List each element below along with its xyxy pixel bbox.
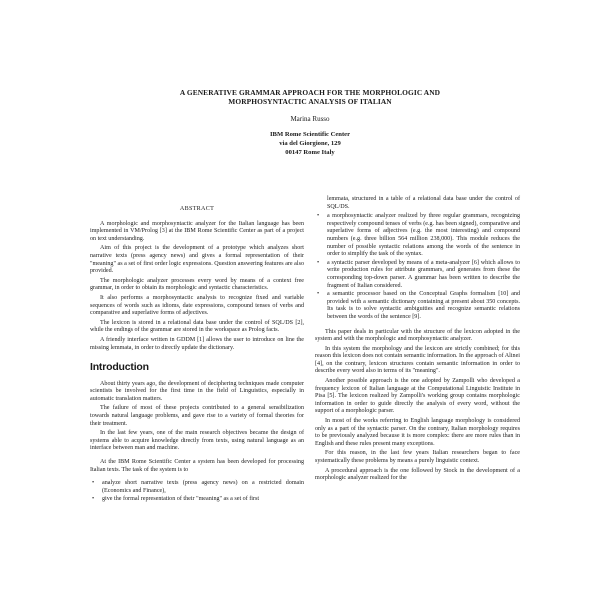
bullet-icon: • [92,496,95,503]
left-column [90,206,304,507]
list-item: • give the formal representation of their "meaning" as a set of first [92,496,260,503]
list-item: • a semantic processor based on the Conceptual Graphs formalism [10] and provided with a semantic dictionary containing at present about 350 concepts. Its task is to solve syntactic ambiguities and recognize semantic relations between the words of the sentence [9]. [317,291,520,320]
list-item: • a morphosyntactic analyzer realized by three regular grammars, recognizing respectively compound tenses of verbs (e.g. has been signed), comparative and superlative forms of adjectives (e.g. the most interesting) and compound numbers (e.g. three billion 564 million 238,000). This module reduces the number of possible syntactic relations among the words of the sentence in order to simplify the task of the syntax. [317,213,520,258]
intro-paragraph-4: At the IBM Rome Scientific Center a system has been developed for processing Italian texts. The task of the system is to [90,459,304,473]
affiliation-street: via del Giorgione, 129 [279,140,341,147]
affiliation-city: 00147 Rome Italy [285,149,335,156]
bullet-icon: • [317,259,320,266]
abstract-paragraph-6: A friendly interface written in GDDM [1] allows the user to introduce on line the missing lemmata, in order to directly update the dictionary. [90,336,304,351]
paper-title [130,88,490,106]
right-lead-in: lemmata, structured in a table of a relational data base under the control of SQL/DS. [327,196,520,210]
abstract-paragraph-3: The morphologic analyzer processes every word by means of a context free grammar, in order to obtain its morphologic and syntactic characteristics. [90,277,304,292]
affiliation-org: IBM Rome Scientific Center [269,131,351,138]
abstract-paragraph-5: The lexicon is stored in a relational data base under the control of SQL/DS [2], while the endings of the grammar are stored in the workspace as Prolog facts. [90,319,304,334]
right-paragraph-1: This paper deals in particular with the structure of the lexicon adopted in the system and with the morphologic and morphosyntactic analyzer. [315,328,520,343]
bullet-icon: • [317,291,320,298]
right-paragraph-6: A procedural approach is the one followed by Stock in the development of a morphologic analyzer realized for the [315,467,520,482]
right-bullet-list [315,213,520,321]
list-item: • analyze short narrative texts (press agency news) on a restricted domain (Economics and Finance), [92,480,304,494]
intro-bullet-list [90,480,304,504]
intro-paragraph-3: In the last few years, one of the main research objectives became the design of systems able to acquire knowledge directly from texts, using natural language as an interface between man and machine. [90,430,304,452]
right-paragraph-5: For this reason, in the last few years Italian researchers began to face systematically these problems by means a purely linguistic context. [315,450,520,464]
intro-paragraph-2: The failure of most of these projects contributed to a general sensibilization towards natural language problems, and gave rise to a variety of formal theories for their treatment. [90,405,304,427]
right-paragraph-3: Another possible approach is the one adopted by Zampolli who developed a frequency lexicon of Italian language at the Computational Linguistic Institute in Pisa [5]. The lexicon realized by Zampolli's working group contains morphologic information in order to guide directly the analysis of every word, without the support of a morphologic parser. [315,378,520,415]
right-paragraph-4: In most of the works referring to English language morphology is considered only as a part of the syntactic parser. On the contrary, Italian morphology requires to be previously analyzed because it is more complex: there are more rules than in English and these rules present many exceptions. [315,418,520,447]
intro-paragraph-1: About thirty years ago, the development of deciphering techniques made computer scientists be involved for the first time in the field of Linguistics, especially in automatic translation matters. [90,380,304,402]
bullet-icon: • [92,480,95,487]
right-column [315,196,520,485]
title-line-1: A GENERATIVE GRAMMAR APPROACH FOR THE MORPHOLOGIC AND [179,88,441,97]
list-item: • a syntactic parser developed by means of a meta-analyzer [6] which allows to write production rules for attribute grammars, and generates from these the corresponding top-down parser. A grammar has been written to describe the fragment of Italian considered. [317,259,520,289]
right-paragraph-2: In this system the morphology and the lexicon are strictly combined; for this reason this lexicon does not contain semantic information. In the approach of Alinei [4], on the contrary, lexicon structures contain semantic information in order to describe every word also in terms of its "meaning". [315,345,520,375]
abstract-heading: ABSTRACT [179,206,215,212]
bullet-icon: • [317,213,320,220]
abstract-paragraph-2: Aim of this project is the development of a prototype which analyzes short narrative texts (press agency news) and gives a formal representation of their "meaning" as a set of first order logic expressions. Question answering features are also provided. [90,245,304,275]
title-line-2: MORPHOSYNTACTIC ANALYSIS OF ITALIAN [228,97,392,106]
abstract-paragraph-4: It also performs a morphosyntactic analysis to recognize fixed and variable sequences of words such as idioms, date expressions, compound tenses of verbs and comparative and superlative forms of adjectives. [90,294,304,317]
introduction-heading: Introduction [90,361,149,374]
author-name: Marina Russo [290,115,330,123]
affiliation [130,130,490,157]
abstract-paragraph-1: A morphologic and morphosyntactic analyzer for the Italian language has been implemented in VM/Prolog [3] at the IBM Rome Scientific Center as part of a project on text understanding. [90,220,304,242]
